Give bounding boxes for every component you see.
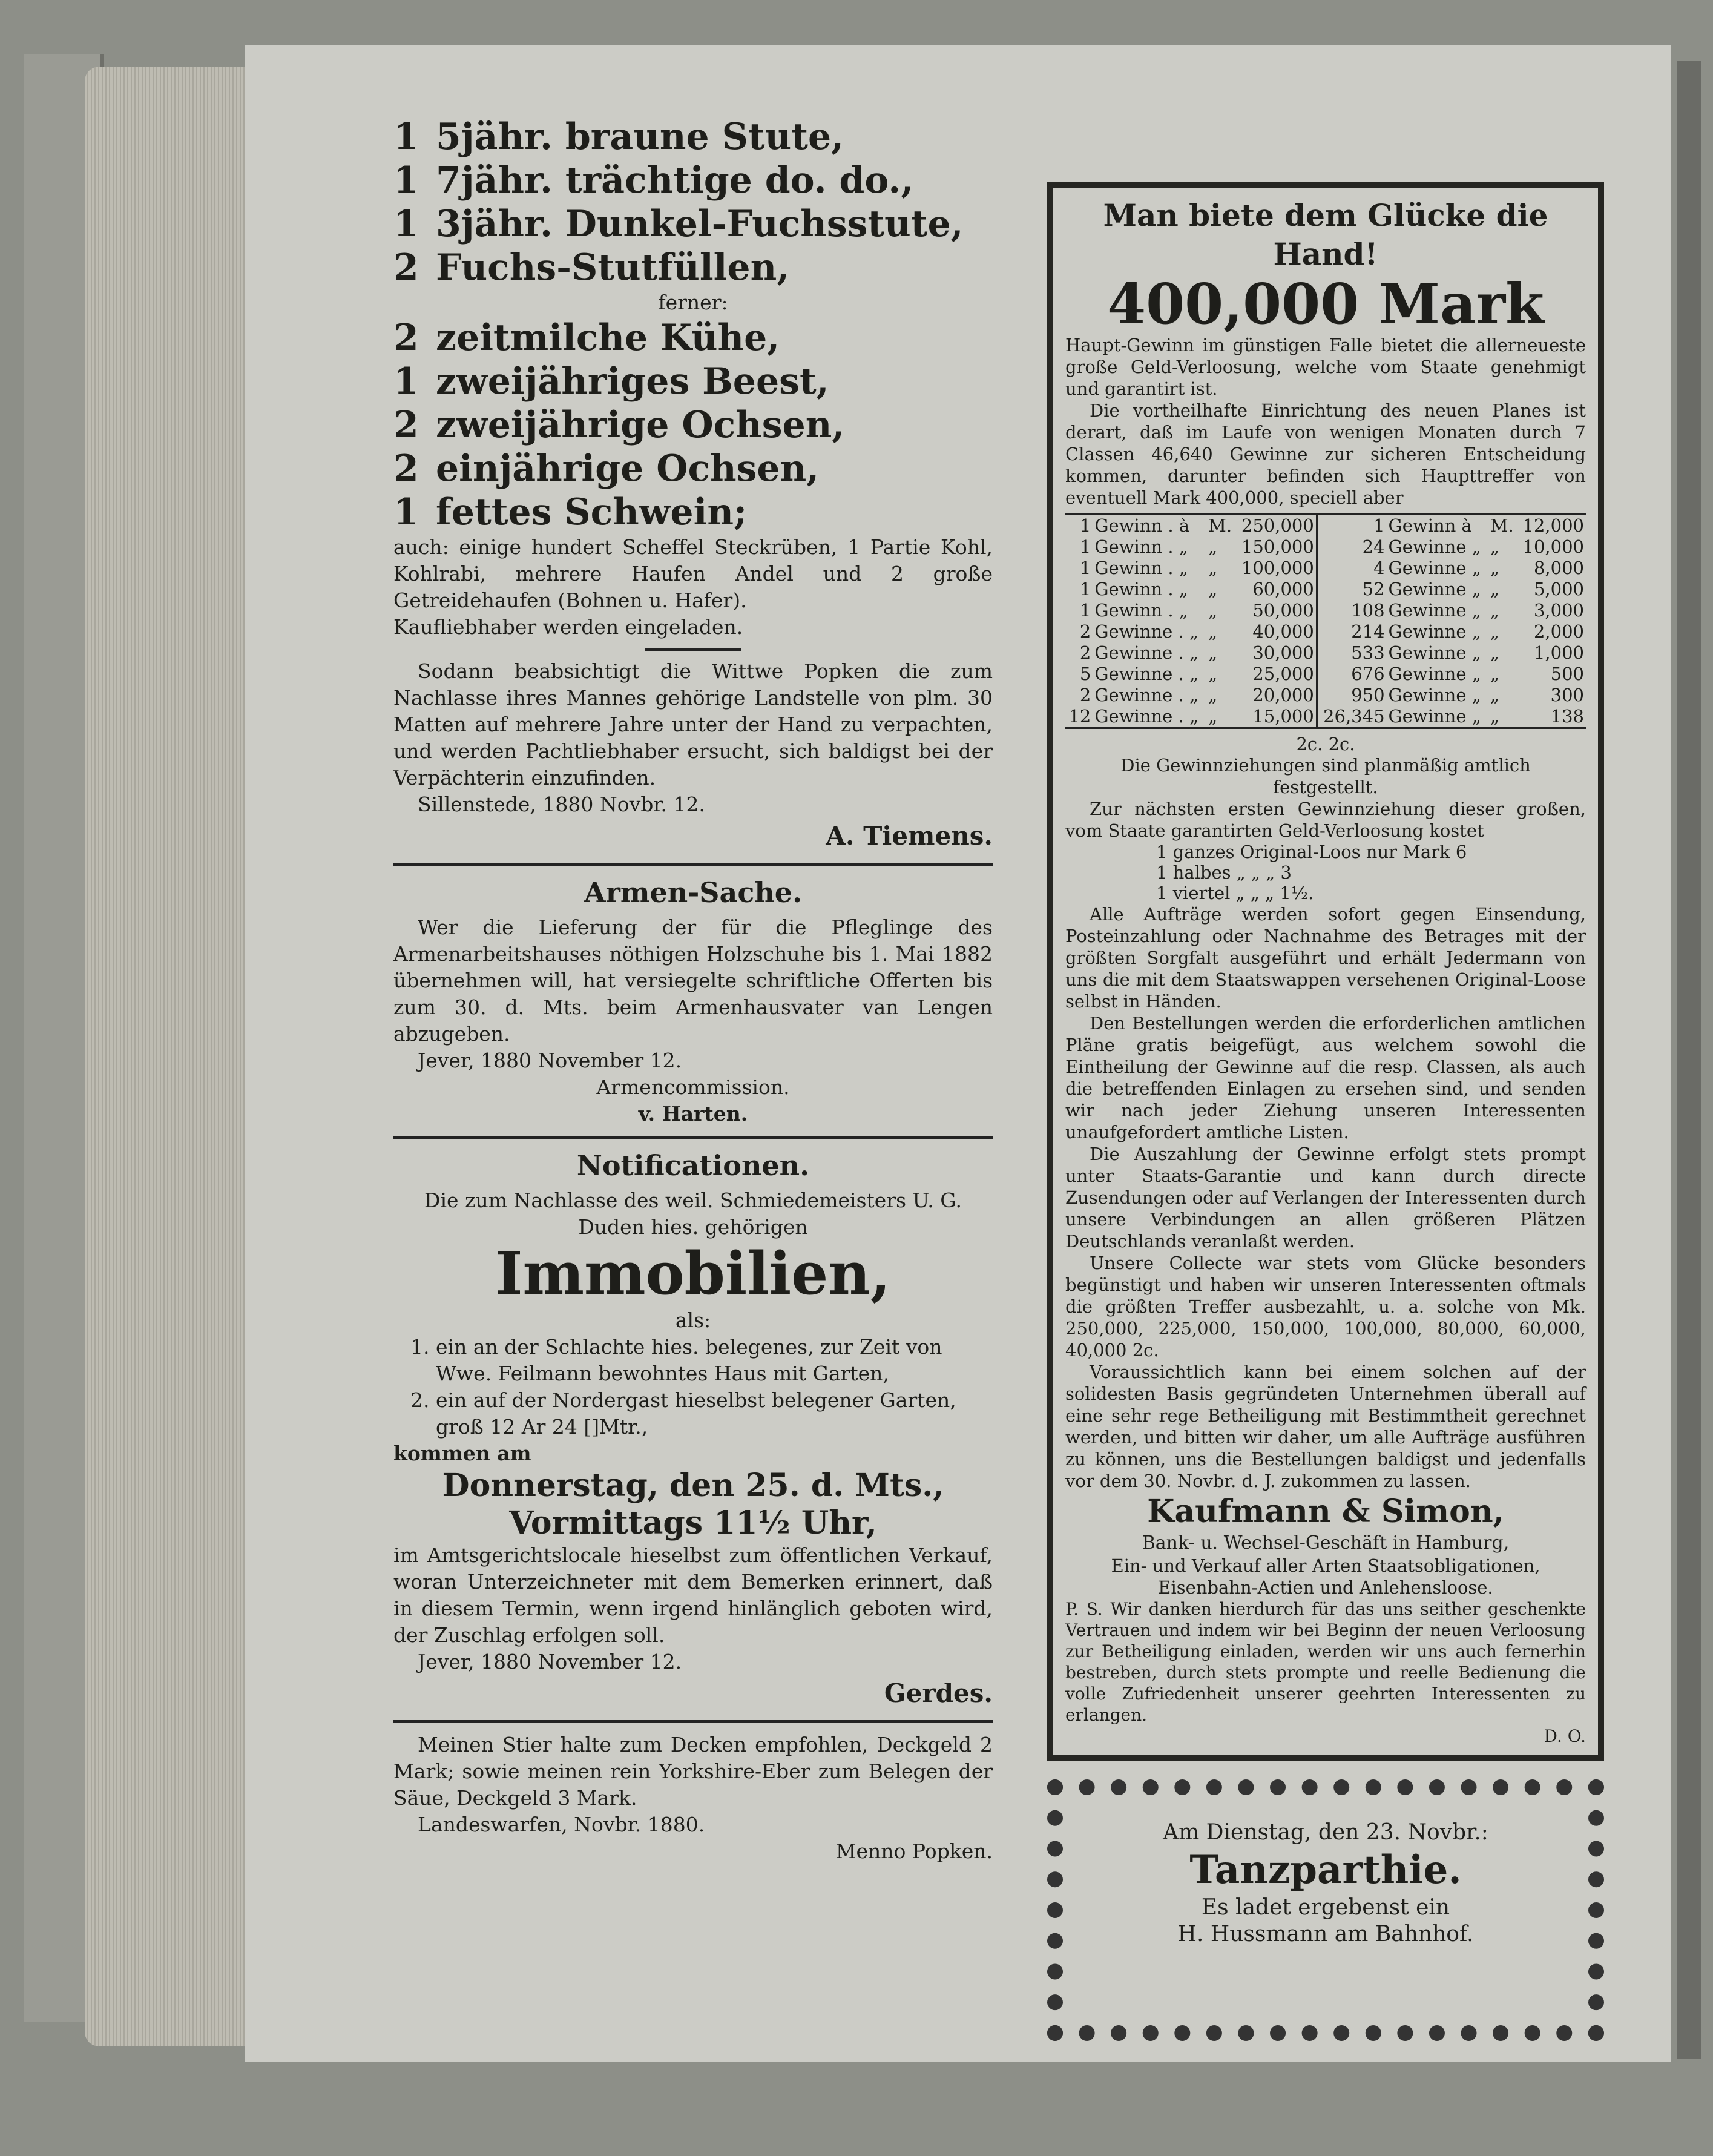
table-cell: „ xyxy=(1208,600,1218,621)
table-cell: Gewinn . „ xyxy=(1094,558,1188,578)
ad-paragraph: Voraussichtlich kann bei einem solchen auf der solidesten Basis gegründeten Unternehmen überall auf eine sehr rege Betheiligung mit Bestimmtheit gerechnet werden, und bitten wir daher, um alle Aufträge ausführen zu können, uns die Bestellungen baldigst und jedenfalls vor dem 30. Novbr. d. J. zukommen zu lassen. xyxy=(1065,1362,1586,1491)
immobilien-heading: Immobilien, xyxy=(495,1239,891,1308)
table-row xyxy=(1065,515,1586,537)
postscript-signature: D. O. xyxy=(1544,1726,1586,1746)
list-item: 2. ein auf der Nordergast hieselbst belegener Garten, groß 12 Ar 24 []Mtr., xyxy=(436,1387,993,1440)
table-cell: „ xyxy=(1208,558,1218,578)
table-cell: „ xyxy=(1490,706,1499,727)
table-cell: „ xyxy=(1490,558,1499,578)
stier-signature: Menno Popken. xyxy=(835,1839,993,1863)
lottery-advert xyxy=(1047,182,1604,1761)
animal-line: 1 5jähr. braune Stute, xyxy=(393,116,844,158)
ad-paragraph: Unsere Collecte war stets vom Glücke besonders begünstigt und haben wir unseren Interessenten oftmals die größten Treffer ausbezahlt, u. a. solche von Mk. 250,000, 225,000, 150,000, 100,000, 80,000, 60,000, 40,000 2c. xyxy=(1065,1253,1586,1360)
ad-paragraph: Den Bestellungen werden die erforderlichen amtlichen Pläne gratis beigefügt, aus welchem sowohl die Eintheilung der Gewinne auf die resp. Classen, als auch die betreffenden Einlagen zu ersehen sind, und senden wir nach jeder Ziehung unseren Interessenten unaufgefordert amtliche Listen. xyxy=(1065,1013,1586,1142)
price-line: 1 ganzes Original-Loos nur Mark 6 xyxy=(1156,842,1467,862)
auction-time-heading: Vormittags 11½ Uhr, xyxy=(509,1505,877,1541)
auch-text: auch: einige hundert Scheffel Steckrüben, 1 Partie Kohl, Kohlrabi, mehrere Haufen Andel und 2 große Getreidehaufen (Bohnen u. Hafer). xyxy=(393,535,993,612)
table-cell: M. xyxy=(1208,515,1232,536)
table-cell: 12,000 xyxy=(1522,515,1584,536)
animal-list-2 xyxy=(393,316,993,534)
animal-line: 1 3jähr. Dunkel-Fuchsstute, xyxy=(393,203,964,245)
table-cell: 1 xyxy=(1079,536,1091,557)
property-list xyxy=(412,1334,993,1440)
table-cell: 1 xyxy=(1317,515,1386,537)
divider xyxy=(393,863,993,866)
table-cell: Gewinne „ xyxy=(1388,579,1481,599)
table-cell: M. xyxy=(1490,515,1514,536)
table-cell: „ xyxy=(1490,664,1499,684)
table-cell: Gewinne „ xyxy=(1388,685,1481,705)
table-cell: 25,000 xyxy=(1252,664,1314,684)
animal-list xyxy=(393,115,993,289)
table-cell: 533 xyxy=(1317,642,1386,664)
table-row xyxy=(1065,685,1586,706)
right-column xyxy=(1047,182,1604,2041)
kommen-label: kommen am xyxy=(393,1442,531,1465)
table-cell: „ xyxy=(1490,579,1499,599)
table-cell: Gewinne . „ xyxy=(1094,685,1198,705)
price-list xyxy=(1065,842,1586,903)
table-cell: Gewinne „ xyxy=(1388,621,1481,642)
table-cell: Gewinne . „ xyxy=(1094,664,1198,684)
armen-org: Armencommission. xyxy=(596,1075,790,1099)
table-cell: 2 xyxy=(1079,642,1091,663)
ad-paragraph: Die vortheilhafte Einrichtung des neuen Planes ist derart, daß im Laufe von wenigen Monaten durch 7 Classen 46,640 Gewinne zur sicheren Entscheidung kommen, darunter befinden sich Haupttreffer von eventuell Mark 400,000, speciell aber xyxy=(1065,400,1586,508)
als-label: als: xyxy=(675,1308,711,1332)
table-cell: „ xyxy=(1208,621,1218,642)
animal-line: 2 zeitmilche Kühe, xyxy=(393,317,780,359)
table-cell: Gewinne „ xyxy=(1388,706,1481,727)
invite-text: Kaufliebhaber werden eingeladen. xyxy=(393,615,743,639)
table-cell: 40,000 xyxy=(1252,621,1314,642)
notif-intro: Die zum Nachlasse des weil. Schmiedemeisters U. G. Duden hies. gehörigen xyxy=(424,1188,962,1239)
ad-amount: 400,000 Mark xyxy=(1107,271,1544,337)
divider xyxy=(393,1720,993,1723)
notif-title: Notificationen. xyxy=(576,1149,810,1182)
table-cell: „ xyxy=(1490,536,1499,557)
table-cell: 1 xyxy=(1079,558,1091,578)
table-cell: 26,345 xyxy=(1317,706,1386,728)
table-row xyxy=(1065,600,1586,621)
table-cell: „ xyxy=(1208,642,1218,663)
armen-date: Jever, 1880 November 12. xyxy=(418,1049,682,1072)
table-row xyxy=(1065,558,1586,579)
table-cell: „ xyxy=(1208,706,1218,727)
auction-signature: Gerdes. xyxy=(884,1678,993,1708)
divider xyxy=(393,1136,993,1139)
prize-table xyxy=(1065,513,1586,729)
dance-date: Am Dienstag, den 23. Novbr.: xyxy=(1163,1820,1488,1845)
ad-title: Man biete dem Glücke die Hand! xyxy=(1103,197,1548,272)
short-divider xyxy=(645,648,741,651)
table-cell: Gewinne . „ xyxy=(1094,642,1198,663)
table-cell: 4 xyxy=(1317,558,1386,579)
auction-text: im Amtsgerichtslocale hieselbst zum öffentlichen Verkauf, woran Unterzeichneter mit dem Bemerken erinnert, daß in diesem Termin, wenn irgend hinlänglich geboten wird, der Zuschlag erfolgen soll. xyxy=(393,1543,993,1647)
table-cell: 2 xyxy=(1079,621,1091,642)
list-item: 1. ein an der Schlachte hies. belegenes, zur Zeit von Wwe. Feilmann bewohntes Haus mit Garten, xyxy=(436,1334,993,1387)
table-cell: Gewinn . „ xyxy=(1094,536,1188,557)
table-cell: 15,000 xyxy=(1252,706,1314,727)
table-cell: 60,000 xyxy=(1252,579,1314,599)
armen-signature: v. Harten. xyxy=(638,1102,748,1126)
auction-date-heading: Donnerstag, den 25. d. Mts., xyxy=(442,1467,944,1504)
table-row xyxy=(1065,642,1586,664)
ad-paragraph: Die Gewinnziehungen sind planmäßig amtlich festgestellt. xyxy=(1120,755,1531,797)
auction-date: Jever, 1880 November 12. xyxy=(418,1650,682,1673)
table-cell: 5 xyxy=(1079,664,1091,684)
dance-host: H. Hussmann am Bahnhof. xyxy=(1177,1922,1474,1947)
table-cell: 300 xyxy=(1550,685,1584,705)
table-cell: „ xyxy=(1490,685,1499,705)
price-line: 1 halbes „ „ „ 3 xyxy=(1156,862,1292,883)
ad-paragraph: Die Auszahlung der Gewinne erfolgt stets prompt unter Staats-Garantie und kann durch directe Zusendungen oder auf Verlangen der Interessenten durch unsere Verbindungen an allen größeren Plätzen Deutschlands veranlaßt werden. xyxy=(1065,1144,1586,1251)
table-cell: 20,000 xyxy=(1252,685,1314,705)
animal-line: 2 einjährige Ochsen, xyxy=(393,447,820,490)
pacht-signature: A. Tiemens. xyxy=(826,821,993,851)
table-cell: 1 xyxy=(1079,600,1091,621)
table-cell: 30,000 xyxy=(1252,642,1314,663)
table-row xyxy=(1065,579,1586,600)
table-cell: 950 xyxy=(1317,685,1386,706)
table-row xyxy=(1065,621,1586,642)
pacht-text: Sodann beabsichtigt die Wittwe Popken die zum Nachlasse ihres Mannes gehörige Landstelle von plm. 30 Matten auf mehrere Jahre unter der Hand zu verpachten, und werden Pachtliebhaber ersucht, sich baldigst bei der Verpächterin einzufinden. xyxy=(393,659,993,790)
table-cell: 100,000 xyxy=(1241,558,1314,578)
dance-invite: Es ladet ergebenst ein xyxy=(1201,1895,1450,1920)
table-cell: 3,000 xyxy=(1533,600,1584,621)
animal-line: 1 7jähr. trächtige do. do., xyxy=(393,159,914,202)
facing-page-edge xyxy=(1677,61,1701,2059)
table-cell: 676 xyxy=(1317,664,1386,685)
page-edges xyxy=(85,67,260,2046)
ad-etc: 2c. 2c. xyxy=(1296,734,1355,754)
table-cell: 50,000 xyxy=(1252,600,1314,621)
armen-title: Armen-Sache. xyxy=(584,876,803,909)
table-cell: „ xyxy=(1490,621,1499,642)
table-cell: 2,000 xyxy=(1533,621,1584,642)
firm-line: Ein- und Verkauf aller Arten Staatsobligationen, Eisenbahn-Actien und Anlehensloose. xyxy=(1111,1555,1540,1598)
table-row xyxy=(1065,664,1586,685)
table-cell: 1,000 xyxy=(1533,642,1584,663)
stier-date: Landeswarfen, Novbr. 1880. xyxy=(418,1813,705,1836)
table-cell: 138 xyxy=(1550,706,1584,727)
table-cell: Gewinne „ xyxy=(1388,642,1481,663)
table-cell: Gewinne „ xyxy=(1388,558,1481,578)
dance-advert xyxy=(1047,1779,1604,2041)
ad-paragraph: Alle Aufträge werden sofort gegen Einsendung, Posteinzahlung oder Nachnahme des Betrages mit der größten Sorgfalt ausgeführt und erhält Jedermann von uns die mit dem Staatswappen versehenen Original-Loose selbst in Händen. xyxy=(1065,904,1586,1012)
ad-paragraph: Zur nächsten ersten Gewinnziehung dieser großen, vom Staate garantirten Geld-Verloosung kostet xyxy=(1065,799,1586,841)
table-cell: Gewinne „ xyxy=(1388,536,1481,557)
table-cell: 10,000 xyxy=(1522,536,1584,557)
left-column xyxy=(393,115,993,1865)
table-cell: 250,000 xyxy=(1241,515,1314,536)
table-cell: 52 xyxy=(1317,579,1386,600)
table-cell: Gewinne . „ xyxy=(1094,706,1198,727)
prize-table-body xyxy=(1065,515,1586,728)
animal-line: 2 Fuchs-Stutfüllen, xyxy=(393,246,790,289)
table-cell: Gewinne „ xyxy=(1388,600,1481,621)
table-cell: 1 xyxy=(1079,579,1091,599)
table-cell: Gewinne . „ xyxy=(1094,621,1198,642)
price-line: 1 viertel „ „ „ 1½. xyxy=(1156,883,1314,903)
table-cell: Gewinne „ xyxy=(1388,664,1481,684)
table-cell: Gewinn . „ xyxy=(1094,579,1188,599)
table-row xyxy=(1065,706,1586,728)
armen-text: Wer die Lieferung der für die Pfleglinge des Armenarbeitshauses nöthigen Holzschuhe bis 1. Mai 1882 übernehmen will, hat versiegelte schriftliche Offerten bis zum 30. d. Mts. beim Armenhausvater van Lengen abzugeben. xyxy=(393,915,993,1046)
table-cell: „ xyxy=(1490,642,1499,663)
firm-name: Kaufmann & Simon, xyxy=(1147,1493,1504,1530)
table-cell: 2 xyxy=(1079,685,1091,705)
animal-line: 1 fettes Schwein; xyxy=(393,491,748,533)
ferner-label: ferner: xyxy=(658,291,728,314)
table-cell: 24 xyxy=(1317,536,1386,558)
animal-line: 2 zweijährige Ochsen, xyxy=(393,404,845,446)
table-cell: „ xyxy=(1208,536,1218,557)
table-cell: Gewinn . à xyxy=(1094,515,1190,536)
firm-line: Bank- u. Wechsel-Geschäft in Hamburg, xyxy=(1142,1532,1510,1554)
table-cell: 500 xyxy=(1550,664,1584,684)
animal-line: 1 zweijähriges Beest, xyxy=(393,360,829,403)
table-cell: Gewinn à xyxy=(1388,515,1472,536)
table-cell: 214 xyxy=(1317,621,1386,642)
table-cell: 108 xyxy=(1317,600,1386,621)
dance-title: Tanzparthie. xyxy=(1189,1847,1462,1893)
table-cell: Gewinn . „ xyxy=(1094,600,1188,621)
table-cell: 8,000 xyxy=(1533,558,1584,578)
table-row xyxy=(1065,536,1586,558)
postscript: P. S. Wir danken hierdurch für das uns seither geschenkte Vertrauen und indem wir bei Beginn der neuen Verloosung zur Betheiligung einladen, werden wir uns auch fernerhin bestreben, durch stets prompte und reelle Bedienung die volle Zufriedenheit unserer geehrten Interessenten zu erlangen. xyxy=(1065,1599,1586,1725)
ad-paragraph: Haupt-Gewinn im günstigen Falle bietet die allerneueste große Geld-Verloosung, welche vom Staate genehmigt und garantirt ist. xyxy=(1065,335,1586,399)
table-cell: „ xyxy=(1208,685,1218,705)
stier-text: Meinen Stier halte zum Decken empfohlen, Deckgeld 2 Mark; sowie meinen rein Yorkshire-Eber zum Belegen der Säue, Deckgeld 3 Mark. xyxy=(393,1733,993,1810)
table-cell: „ xyxy=(1490,600,1499,621)
table-cell: 12 xyxy=(1068,706,1091,727)
table-cell: „ xyxy=(1208,664,1218,684)
table-cell: 150,000 xyxy=(1241,536,1314,557)
pacht-date: Sillenstede, 1880 Novbr. 12. xyxy=(418,793,706,816)
table-cell: „ xyxy=(1208,579,1218,599)
table-cell: 1 xyxy=(1079,515,1091,536)
table-cell: 5,000 xyxy=(1533,579,1584,599)
